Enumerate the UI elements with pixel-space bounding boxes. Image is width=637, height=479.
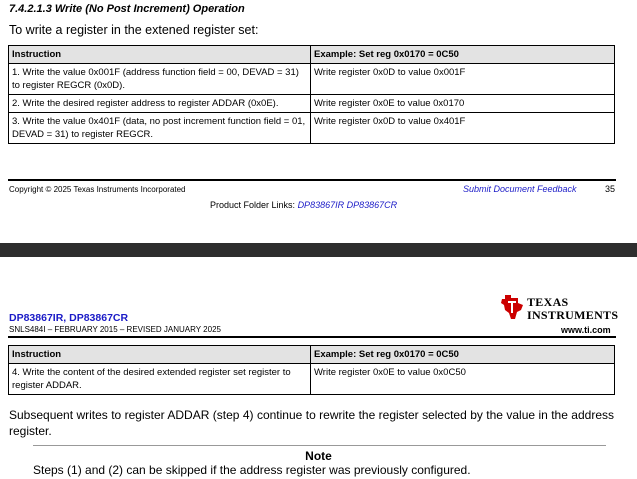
product-folder-label: Product Folder Links: [210, 200, 296, 210]
product-link-dp83867ir[interactable]: DP83867IR [297, 200, 345, 210]
header-example: Example: Set reg 0x0170 = 0C50 [311, 346, 615, 364]
example-cell: Write register 0x0E to value 0x0C50 [311, 364, 615, 395]
logo-text-texas: TEXAS [527, 295, 569, 309]
header-rule [8, 336, 616, 338]
copyright-text: Copyright © 2025 Texas Instruments Incorporated [9, 185, 186, 194]
section-title: 7.4.2.1.3 Write (No Post Increment) Operation [9, 3, 245, 15]
example-cell: Write register 0x0D to value 0x001F [311, 64, 615, 95]
part-numbers[interactable]: DP83867IR, DP83867CR [9, 312, 129, 324]
table-row [9, 95, 615, 113]
footer-rule [8, 179, 616, 181]
ti-state-logo-icon [500, 293, 524, 321]
header-example: Example: Set reg 0x0170 = 0C50 [311, 46, 615, 64]
table-header-row [9, 346, 615, 364]
note-title: Note [305, 449, 332, 463]
note-rule [33, 445, 606, 446]
subsequent-writes-paragraph: Subsequent writes to register ADDAR (step 4) continue to rewrite the register selected by the value in the address register. [9, 408, 614, 438]
product-folder-links [210, 200, 397, 210]
instruction-cell: 3. Write the value 0x401F (data, no post increment function field = 01, DEVAD = 31) to register REGCR. [9, 113, 311, 144]
example-cell: Write register 0x0D to value 0x401F [311, 113, 615, 144]
submit-feedback-link[interactable]: Submit Document Feedback [463, 184, 577, 194]
instruction-cell: 1. Write the value 0x001F (address function field = 00, DEVAD = 31) to register REGCR (0x0D). [9, 64, 311, 95]
example-cell: Write register 0x0E to value 0x0170 [311, 95, 615, 113]
document-revision: SNLS484I – FEBRUARY 2015 – REVISED JANUARY 2025 [9, 325, 221, 334]
table-row [9, 64, 615, 95]
texas-instruments-logo [500, 293, 618, 323]
instruction-cell: 4. Write the content of the desired extended register set register to register ADDAR. [9, 364, 311, 395]
table-header-row [9, 46, 615, 64]
product-link-dp83867cr[interactable]: DP83867CR [346, 200, 398, 210]
register-table-1 [8, 45, 615, 144]
instruction-cell: 2. Write the desired register address to register ADDAR (0x0E). [9, 95, 311, 113]
note-body: Steps (1) and (2) can be skipped if the address register was previously configured. [33, 463, 471, 477]
register-table-2 [8, 345, 615, 395]
page-number: 35 [605, 184, 616, 194]
page-separator [0, 243, 637, 257]
table-row [9, 113, 615, 144]
header-instruction: Instruction [9, 346, 311, 364]
header-instruction: Instruction [9, 46, 311, 64]
intro-text: To write a register in the extened register set: [9, 23, 259, 37]
logo-text-instruments: INSTRUMENTS [527, 308, 619, 322]
website-link[interactable]: www.ti.com [561, 325, 611, 335]
table-row [9, 364, 615, 395]
